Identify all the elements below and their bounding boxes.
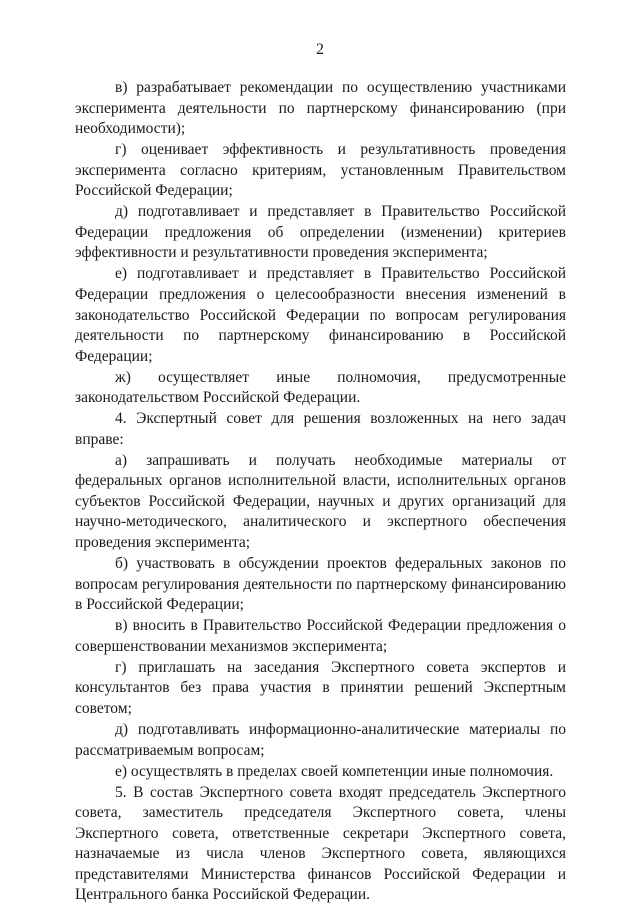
paragraph-4d: д) подготавливать информационно-аналитические материалы по рассматриваемым вопросам; [75,720,566,759]
page-number: 2 [316,41,324,58]
paragraph-4v: в) вносить в Правительство Российской Федерации предложения о совершенствовании механизмов эксперимента; [75,617,566,655]
paragraph-5: 5. В состав Экспертного совета входят председатель Экспертного совета, заместитель председателя Экспертного совета, члены Экспертного совета, ответственные секретари Экспертного совета, назначаемые из числа членов Экспертного совета, являющихся представителями Министерства финансов Российской Федерации и Центрального банка Российской Федерации. [75,783,566,904]
paragraph-4g: г) приглашать на заседания Экспертного совета экспертов и консультантов без права участия в принятии решений Экспертным советом; [75,658,566,717]
paragraph-3g: г) оценивает эффективность и результативность проведения эксперимента согласно критериям, установленным Правительством Российской Федерации; [75,141,566,200]
paragraph-3zh: ж) осуществляет иные полномочия, предусмотренные законодательством Российской Федерации. [75,368,566,407]
paragraph-4b: б) участвовать в обсуждении проектов федеральных законов по вопросам регулирования деятельности по партнерскому финансированию в Российской Федерации; [75,555,566,614]
paragraph-4-intro: 4. Экспертный совет для решения возложенных на него задач вправе: [75,410,566,448]
paragraph-3d: д) подготавливает и представляет в Правительство Российской Федерации предложения об определении (изменении) критериев эффективности и результативности проведения эксперимента; [75,203,566,262]
paragraph-4a: а) запрашивать и получать необходимые материалы от федеральных органов исполнительной власти, исполнительных органов субъектов Российской Федерации, научных и других организаций для научно-методического, аналитического и экспертного обеспечения проведения эксперимента; [75,451,566,552]
document-body [75,78,566,906]
paragraph-4e: е) осуществлять в пределах своей компетенции иные полномочия. [115,762,554,780]
paragraph-3e: е) подготавливает и представляет в Правительство Российской Федерации предложения о целесообразности внесения изменений в законодательство Российской Федерации по вопросам регулирования деятельности по партнерскому финансированию в Российской Федерации; [75,265,566,365]
paragraph-3v: в) разрабатывает рекомендации по осуществлению участниками эксперимента деятельности по партнерскому финансированию (при необходимости); [75,79,566,138]
